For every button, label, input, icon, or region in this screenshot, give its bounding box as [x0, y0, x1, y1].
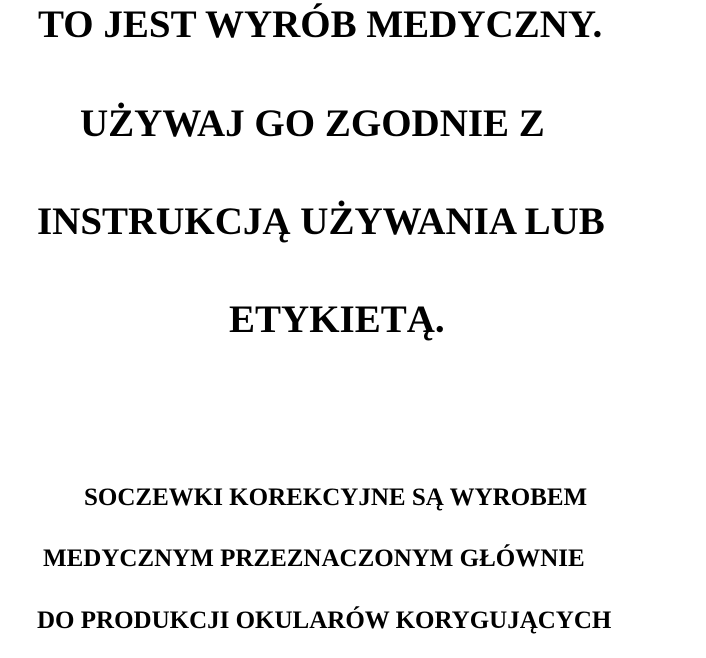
heading-line-4: ETYKIETĄ. [229, 298, 445, 341]
heading-line-3: INSTRUKCJĄ UŻYWANIA LUB [37, 200, 605, 243]
heading-line-1: TO JEST WYRÓB MEDYCZNY. [38, 3, 603, 46]
heading-line-2: UŻYWAJ GO ZGODNIE Z [80, 102, 545, 145]
body-line-1: SOCZEWKI KOREKCYJNE SĄ WYROBEM [84, 484, 588, 511]
body-line-3: DO PRODUKCJI OKULARÓW KORYGUJĄCYCH [37, 607, 612, 634]
body-line-2: MEDYCZNYM PRZEZNACZONYM GŁÓWNIE [43, 545, 585, 572]
